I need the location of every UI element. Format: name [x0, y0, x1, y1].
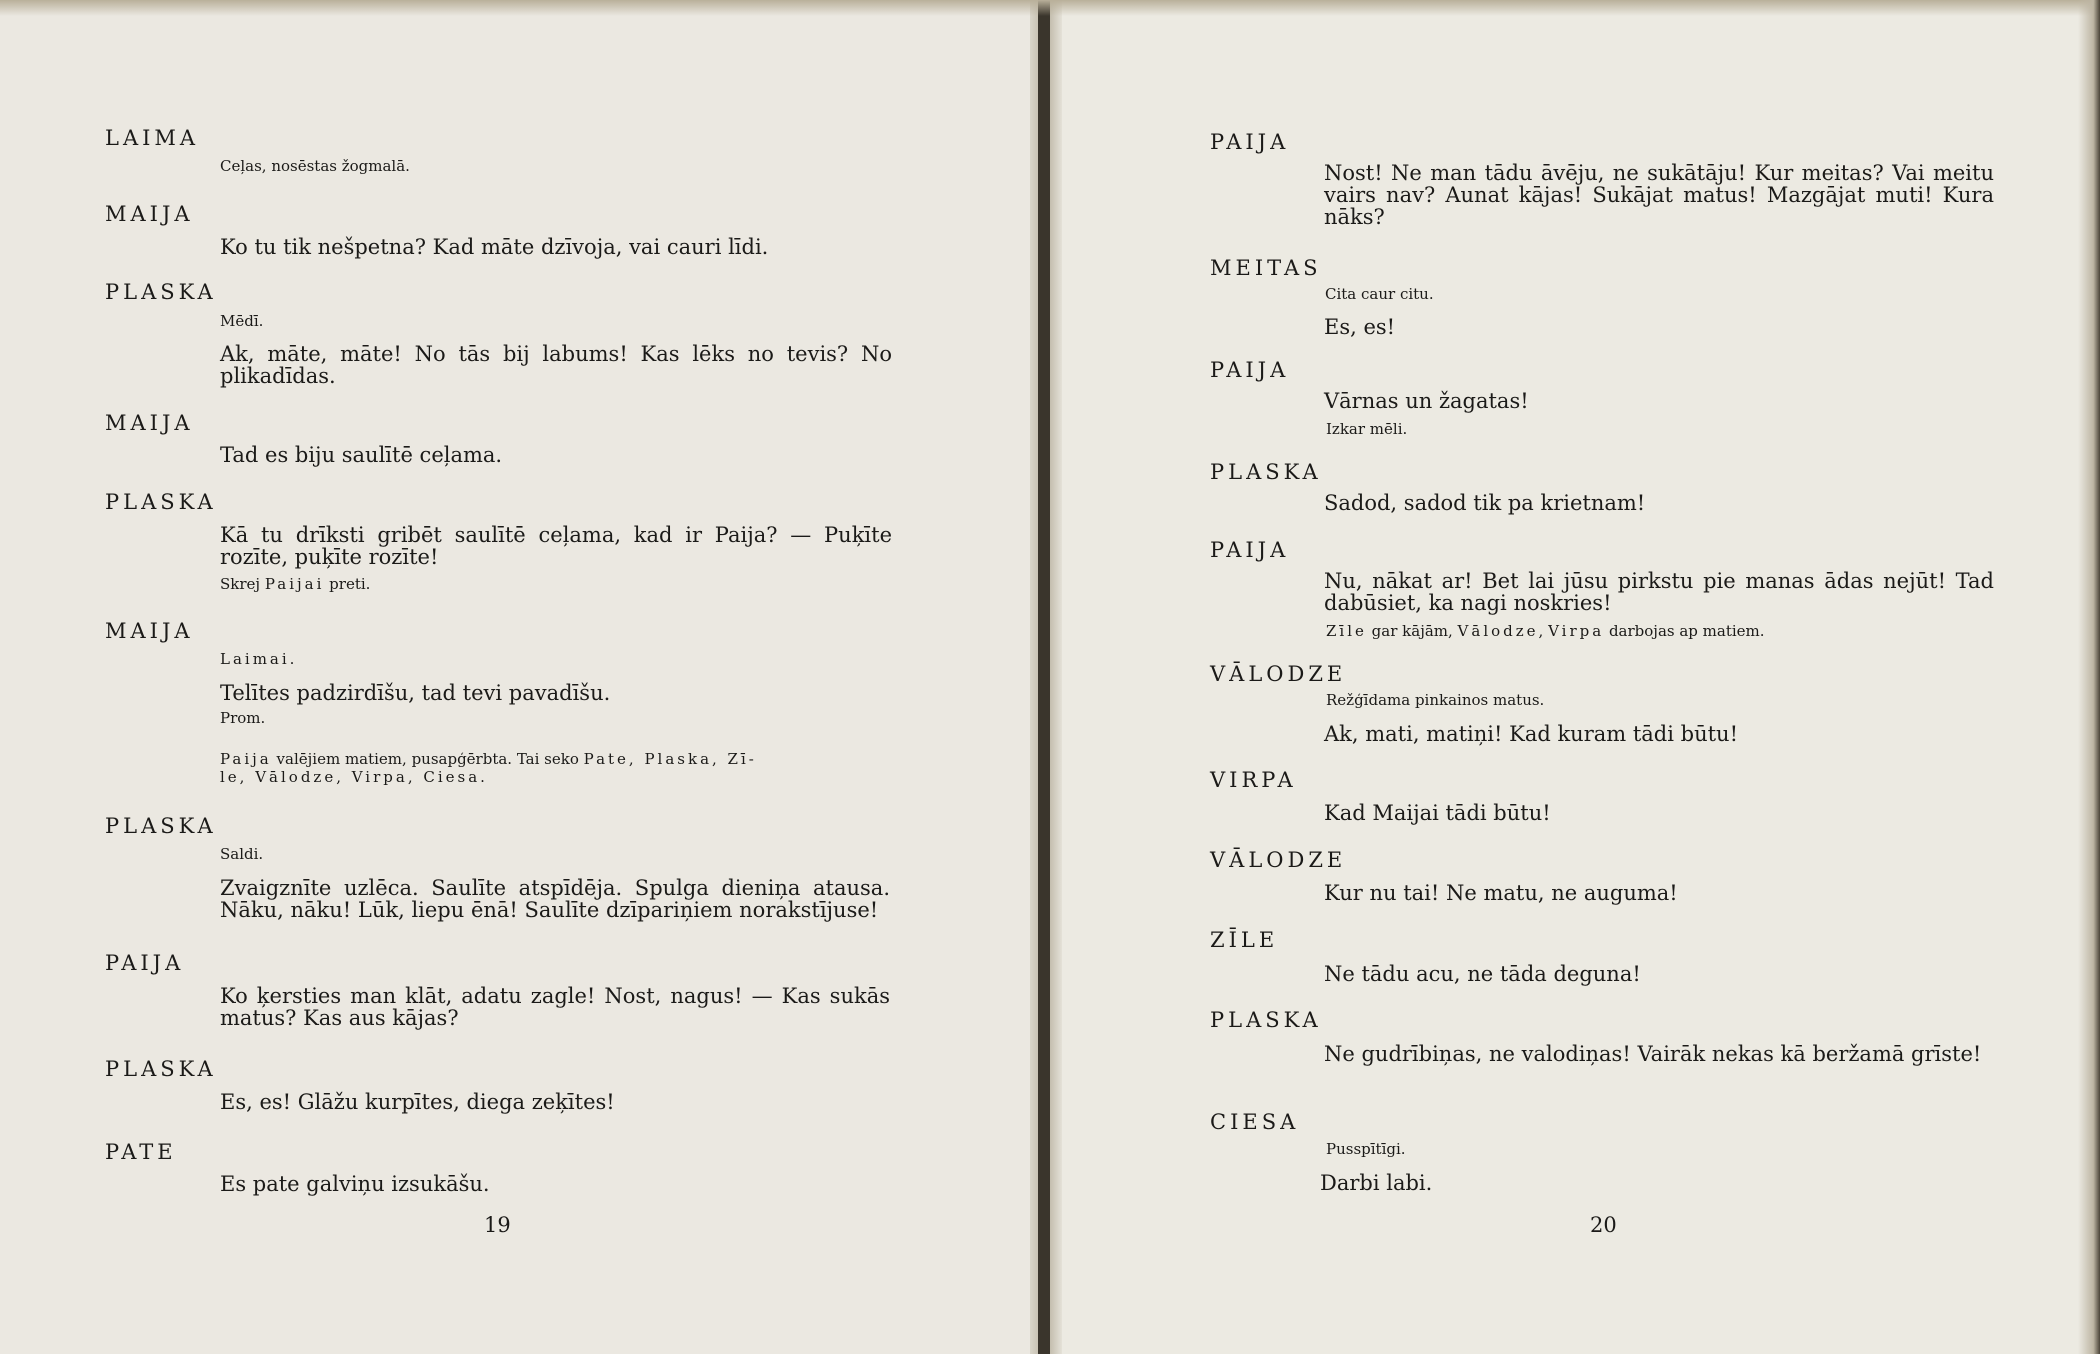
dialogue-line: Es, es! Glāžu kurpītes, diega zeķītes!: [220, 1090, 615, 1114]
dialogue-line: Nu, nākat ar! Bet lai jūsu pirkstu pie manas ādas nejūt! Tad dabūsiet, ka nagi noskries!: [1324, 569, 1994, 615]
speaker-name: LAIMA: [105, 126, 200, 150]
speaker-name: PLASKA: [1210, 460, 1322, 484]
stage-direction: Izkar mēli.: [1326, 420, 1408, 438]
speaker-name: PLASKA: [105, 814, 217, 838]
stage-direction: Saldi.: [220, 845, 264, 863]
stage-direction: Laimai.: [220, 650, 298, 668]
speaker-name: PAIJA: [1210, 358, 1290, 382]
dialogue-line: Ne gudrībiņas, ne valodiņas! Vairāk nekas kā beržamā grīste!: [1324, 1042, 1982, 1066]
dialogue-line: Ko ķersties man klāt, adatu zagle! Nost, nagus! — Kas sukās matus? Kas aus kājas?: [220, 984, 890, 1030]
speaker-name: MAIJA: [105, 619, 194, 643]
speaker-name: PLASKA: [1210, 1008, 1322, 1032]
stage-direction: Skrej Paijai preti.: [220, 575, 371, 593]
page-number: 19: [484, 1213, 511, 1237]
stage-direction: Režģīdama pinkainos matus.: [1326, 691, 1545, 709]
speaker-name: PLASKA: [105, 1057, 217, 1081]
dialogue-line: Es, es!: [1324, 315, 1396, 339]
dialogue-line: Darbi labi.: [1320, 1171, 1433, 1195]
stage-direction: Ceļas, nosēstas žogmalā.: [220, 157, 410, 175]
book-gutter: [1038, 0, 1050, 1354]
speaker-name: VĀLODZE: [1210, 848, 1347, 872]
stage-direction: Prom.: [220, 709, 266, 727]
dialogue-line: Es pate galviņu izsukāšu.: [220, 1172, 490, 1196]
dialogue-line: Ne tādu acu, ne tāda deguna!: [1324, 962, 1641, 986]
speaker-name: MEITAS: [1210, 256, 1322, 280]
dialogue-line: Vārnas un žagatas!: [1324, 389, 1529, 413]
stage-direction: Cita caur citu.: [1325, 285, 1434, 303]
dialogue-line: Kad Maijai tādi būtu!: [1324, 801, 1551, 825]
speaker-name: PAIJA: [105, 951, 185, 975]
speaker-name: PAIJA: [1210, 130, 1290, 154]
speaker-name: MAIJA: [105, 411, 194, 435]
page-number: 20: [1590, 1213, 1617, 1237]
dialogue-line: Kur nu tai! Ne matu, ne auguma!: [1324, 881, 1678, 905]
dialogue-line: Zvaigznīte uzlēca. Saulīte atspīdēja. Spulga dieniņa atausa. Nāku, nāku! Lūk, liepu ēnā! Saulīte dzīpariņiem norakstījuse!: [220, 876, 890, 922]
speaker-name: CIESA: [1210, 1110, 1300, 1134]
dialogue-line: Sadod, sadod tik pa krietnam!: [1324, 491, 1646, 515]
speaker-name: MAIJA: [105, 202, 194, 226]
page-top-edge: [0, 0, 2100, 16]
dialogue-line: Kā tu drīksti gribēt saulītē ceļama, kad ir Paija? — Puķīte rozīte, puķīte rozīte!: [220, 523, 892, 569]
stage-direction: Paija valējiem matiem, pusapģērbta. Tai seko Pate, Plaska, Zī- le, Vālodze, Virpa, Ciesa.: [220, 750, 757, 786]
page-fold-shadow: [1050, 0, 1062, 1354]
stage-direction: Zīle gar kājām, Vālodze, Virpa darbojas ap matiem.: [1326, 622, 1765, 640]
speaker-name: ZĪLE: [1210, 928, 1279, 952]
speaker-name: PLASKA: [105, 490, 217, 514]
speaker-name: VĀLODZE: [1210, 662, 1347, 686]
speaker-name: PATE: [105, 1140, 177, 1164]
dialogue-line: Ak, māte, māte! No tās bij labums! Kas lēks no tevis? No plikadīdas.: [220, 342, 892, 388]
left-page: [0, 0, 1038, 1354]
right-page: [1050, 0, 2100, 1354]
dialogue-line: Ak, mati, matiņi! Kad kuram tādi būtu!: [1324, 722, 1739, 746]
dialogue-line: Tad es biju saulītē ceļama.: [220, 443, 503, 467]
dialogue-line: Telītes padzirdīšu, tad tevi pavadīšu.: [220, 681, 611, 705]
speaker-name: PAIJA: [1210, 538, 1290, 562]
stage-direction: Mēdī.: [220, 312, 264, 330]
speaker-name: VIRPA: [1210, 768, 1297, 792]
page-fold-shadow: [1030, 0, 1038, 1354]
dialogue-line: Nost! Ne man tādu āvēju, ne sukātāju! Kur meitas? Vai meitu vairs nav? Aunat kājas! Sukājat matus! Mazgājat muti! Kura nāks?: [1324, 161, 1994, 229]
stage-direction: Pusspītīgi.: [1326, 1140, 1406, 1158]
speaker-name: PLASKA: [105, 280, 217, 304]
page-right-edge: [2078, 0, 2100, 1354]
dialogue-line: Ko tu tik nešpetna? Kad māte dzīvoja, vai cauri līdi.: [220, 235, 769, 259]
